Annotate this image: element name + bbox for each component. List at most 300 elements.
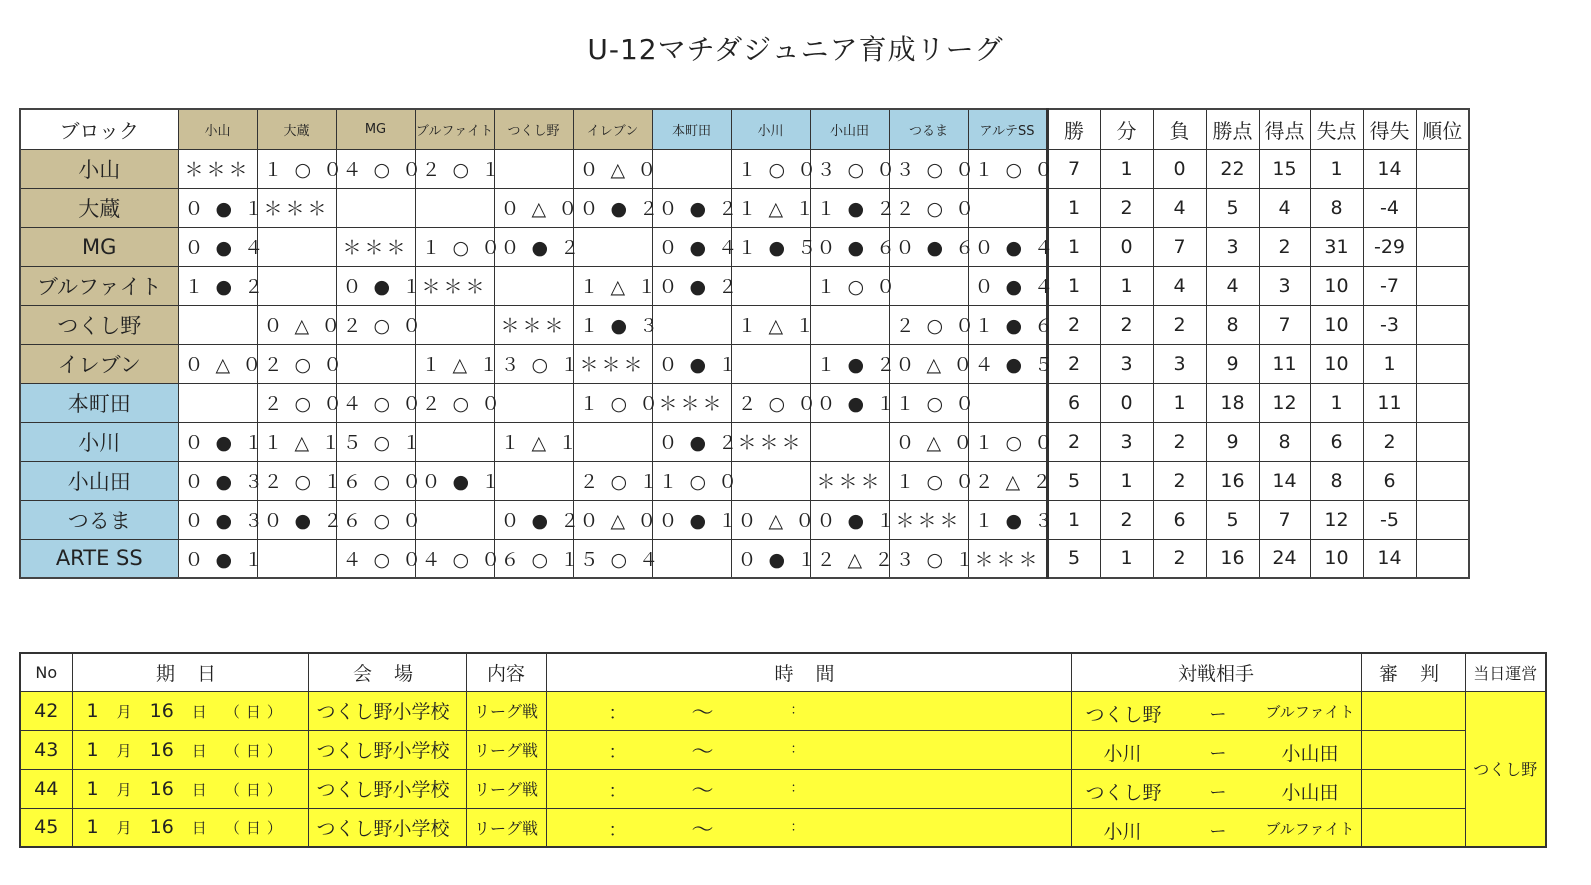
match-result-cell: ０ ● ４ (968, 227, 1047, 266)
stat-cell: 1 (1100, 266, 1153, 305)
match-result-cell (731, 266, 810, 305)
time-start: ： (608, 741, 627, 763)
stat-cell: 1 (1153, 383, 1206, 422)
match-result-cell: ＊＊＊ (336, 227, 415, 266)
stat-cell: 9 (1206, 344, 1259, 383)
match-result-cell: ０ △ ０ (573, 500, 652, 539)
date-month: 1 (86, 816, 99, 839)
match-result-cell: ０ △ ０ (178, 344, 257, 383)
stat-cell: 31 (1310, 227, 1363, 266)
match-result-cell: ０ ● ３ (178, 461, 257, 500)
date-day-unit: 日 (191, 780, 207, 799)
opponent-header: 対戦相手 (1071, 653, 1361, 691)
stat-col-header: 失点 (1310, 109, 1363, 149)
stat-col-header: 順位 (1416, 109, 1469, 149)
league-row (20, 383, 1469, 422)
stat-cell (1416, 188, 1469, 227)
match-venue: つくし野小学校 (308, 808, 466, 847)
stat-col-header: 負 (1153, 109, 1206, 149)
match-result-cell (652, 539, 731, 578)
team-row-header: 大蔵 (20, 188, 178, 227)
schedule-body (20, 691, 1546, 847)
stat-cell: 12 (1310, 500, 1363, 539)
match-time (546, 730, 1071, 769)
match-result-cell: ２ ○ ０ (257, 344, 336, 383)
stat-cell: 15 (1259, 149, 1310, 188)
stat-cell: -29 (1363, 227, 1416, 266)
stat-cell: 18 (1206, 383, 1259, 422)
page-title: U-12マチダジュニア育成リーグ (587, 33, 1004, 66)
match-result-cell: １ ● ２ (810, 344, 889, 383)
match-result-cell: ＊＊＊ (968, 539, 1047, 578)
match-result-cell: ２ ○ １ (415, 149, 494, 188)
date-weekday: （日） (224, 780, 288, 799)
match-number: 44 (20, 769, 72, 808)
match-venue: つくし野小学校 (308, 730, 466, 769)
match-result-cell: ０ ● ４ (968, 266, 1047, 305)
match-result-cell: １ △ １ (494, 422, 573, 461)
match-result-cell (415, 188, 494, 227)
match-result-cell (415, 500, 494, 539)
date-weekday: （日） (224, 819, 288, 838)
stat-cell: 1 (1047, 500, 1100, 539)
match-result-cell: ０ ● ６ (810, 227, 889, 266)
date-header: 期 日 (72, 653, 308, 691)
match-result-cell: ０ △ ０ (889, 422, 968, 461)
stat-cell: 2 (1047, 422, 1100, 461)
stat-col-header: 勝点 (1206, 109, 1259, 149)
stat-col-header: 得失 (1363, 109, 1416, 149)
vs-dash: ー (1209, 821, 1227, 842)
stat-cell: 2 (1100, 500, 1153, 539)
match-result-cell (652, 149, 731, 188)
stat-cell: 10 (1310, 344, 1363, 383)
match-result-cell: ２ ○ ０ (257, 383, 336, 422)
stat-cell: 7 (1259, 500, 1310, 539)
stat-cell: 1 (1363, 344, 1416, 383)
match-result-cell (573, 227, 652, 266)
time-tilde: 〜 (691, 700, 714, 726)
schedule-row (20, 769, 1546, 808)
match-result-cell (257, 227, 336, 266)
date-day: 16 (149, 777, 174, 800)
match-result-cell: ２ ○ ０ (889, 188, 968, 227)
referee-cell (1361, 730, 1465, 769)
match-result-cell: ０ ● ２ (257, 500, 336, 539)
match-result-cell: ０ △ ０ (889, 344, 968, 383)
match-result-cell: ４ ● ５ (968, 344, 1047, 383)
team-col-header: 小山 (178, 109, 257, 149)
league-row (20, 227, 1469, 266)
match-result-cell: ０ ● １ (652, 500, 731, 539)
match-result-cell: ０ ● ２ (652, 188, 731, 227)
league-row (20, 422, 1469, 461)
stat-cell: 0 (1100, 383, 1153, 422)
match-result-cell: １ ● ６ (968, 305, 1047, 344)
team-row-header: イレブン (20, 344, 178, 383)
stat-cell: 2 (1100, 305, 1153, 344)
match-result-cell (810, 305, 889, 344)
staff-header: 当日運営 (1465, 653, 1546, 691)
match-time (546, 808, 1071, 847)
stat-cell: 8 (1310, 188, 1363, 227)
stat-cell: 10 (1310, 266, 1363, 305)
match-result-cell: ６ ○ ０ (336, 461, 415, 500)
league-body (20, 149, 1469, 578)
stat-cell: 2 (1153, 422, 1206, 461)
match-result-cell: ＊＊＊ (573, 344, 652, 383)
venue-header: 会 場 (308, 653, 466, 691)
match-result-cell: ０ ● １ (810, 500, 889, 539)
date-month-unit: 月 (116, 780, 132, 799)
stat-cell: 8 (1259, 422, 1310, 461)
match-content: リーグ戦 (466, 769, 546, 808)
match-result-cell (652, 305, 731, 344)
match-result-cell (415, 422, 494, 461)
stat-cell: 0 (1100, 227, 1153, 266)
stat-col-header: 勝 (1047, 109, 1100, 149)
team-col-header: 小山田 (810, 109, 889, 149)
match-result-cell: １ ○ ０ (968, 149, 1047, 188)
match-date (72, 808, 308, 847)
match-result-cell: ３ ○ ０ (889, 149, 968, 188)
stat-cell: 3 (1100, 422, 1153, 461)
stat-cell: 1 (1100, 461, 1153, 500)
stat-cell: 6 (1310, 422, 1363, 461)
match-number: 45 (20, 808, 72, 847)
match-result-cell: ２ ○ ０ (415, 383, 494, 422)
stat-cell: 22 (1206, 149, 1259, 188)
stat-cell: 2 (1100, 188, 1153, 227)
stat-cell: 11 (1259, 344, 1310, 383)
stat-cell: 4 (1153, 266, 1206, 305)
date-weekday: （日） (224, 741, 288, 760)
stat-cell: 1 (1047, 227, 1100, 266)
referee-cell (1361, 769, 1465, 808)
match-result-cell: ４ ○ ０ (415, 539, 494, 578)
team-col-header: つくし野 (494, 109, 573, 149)
referee-cell (1361, 691, 1465, 730)
vs-dash: ー (1209, 743, 1227, 764)
match-result-cell: １ ● ２ (178, 266, 257, 305)
stat-cell: 3 (1100, 344, 1153, 383)
stat-cell: 8 (1310, 461, 1363, 500)
date-month: 1 (86, 777, 99, 800)
match-result-cell: ０ △ ０ (257, 305, 336, 344)
league-row (20, 305, 1469, 344)
time-end: ： (790, 780, 804, 796)
stat-cell: 4 (1206, 266, 1259, 305)
league-row (20, 461, 1469, 500)
match-number: 43 (20, 730, 72, 769)
stat-cell: 7 (1259, 305, 1310, 344)
time-start: ： (608, 780, 627, 802)
match-result-cell: ４ ○ ０ (336, 539, 415, 578)
away-team: ブルファイト (1265, 819, 1355, 838)
schedule-table (19, 652, 1547, 848)
date-month-unit: 月 (116, 819, 132, 838)
stat-cell: 5 (1206, 188, 1259, 227)
stat-cell: 9 (1206, 422, 1259, 461)
stat-cell: 14 (1363, 149, 1416, 188)
match-result-cell: ＊＊＊ (810, 461, 889, 500)
match-result-cell: ０ △ ０ (573, 149, 652, 188)
stat-cell: 6 (1153, 500, 1206, 539)
stat-cell: 1 (1047, 188, 1100, 227)
time-header: 時 間 (546, 653, 1071, 691)
stat-cell: 3 (1259, 266, 1310, 305)
stat-cell: 5 (1047, 539, 1100, 578)
league-row (20, 539, 1469, 578)
team-row-header: 小山田 (20, 461, 178, 500)
league-row (20, 500, 1469, 539)
team-row-header: MG (20, 227, 178, 266)
home-team: 小川 (1103, 820, 1142, 843)
match-result-cell: ０ ● ４ (652, 227, 731, 266)
team-col-header: 大蔵 (257, 109, 336, 149)
match-result-cell: １ ○ ０ (573, 383, 652, 422)
match-result-cell (178, 305, 257, 344)
team-row-header: 本町田 (20, 383, 178, 422)
match-result-cell: １ ○ ０ (810, 266, 889, 305)
team-row-header: ARTE SS (20, 539, 178, 578)
team-row-header: つるま (20, 500, 178, 539)
match-result-cell (494, 383, 573, 422)
team-row-header: つくし野 (20, 305, 178, 344)
match-result-cell: １ △ １ (257, 422, 336, 461)
stat-cell: 2 (1047, 344, 1100, 383)
match-content: リーグ戦 (466, 691, 546, 730)
date-day-unit: 日 (191, 702, 207, 721)
match-result-cell: ＊＊＊ (178, 149, 257, 188)
team-col-header: イレブン (573, 109, 652, 149)
stat-cell: 4 (1153, 188, 1206, 227)
match-result-cell: １ ● ５ (731, 227, 810, 266)
referee-header: 審 判 (1361, 653, 1465, 691)
match-result-cell (573, 422, 652, 461)
date-weekday: （日） (224, 702, 288, 721)
match-result-cell: １ ○ ０ (415, 227, 494, 266)
match-opponents (1071, 769, 1361, 808)
team-col-header: 本町田 (652, 109, 731, 149)
team-col-header: アルテSS (968, 109, 1047, 149)
match-result-cell: １ ○ ０ (889, 383, 968, 422)
match-result-cell: ４ ○ ０ (336, 383, 415, 422)
match-result-cell: ６ ○ １ (494, 539, 573, 578)
match-result-cell (494, 461, 573, 500)
stat-cell (1416, 149, 1469, 188)
match-result-cell: ５ ○ １ (336, 422, 415, 461)
stat-cell (1416, 461, 1469, 500)
stat-cell: 24 (1259, 539, 1310, 578)
stat-cell (1416, 344, 1469, 383)
match-result-cell: ０ ● ２ (652, 266, 731, 305)
away-team: 小山田 (1281, 742, 1339, 765)
match-date (72, 691, 308, 730)
home-team: 小川 (1103, 742, 1142, 765)
match-result-cell: ３ ○ ０ (810, 149, 889, 188)
content-header: 内容 (466, 653, 546, 691)
match-result-cell: １ ○ ０ (652, 461, 731, 500)
stat-cell: 1 (1047, 266, 1100, 305)
match-result-cell (731, 344, 810, 383)
match-result-cell: １ ○ ０ (257, 149, 336, 188)
stat-col-header: 得点 (1259, 109, 1310, 149)
match-result-cell: ２ ○ １ (257, 461, 336, 500)
stat-cell: 1 (1310, 383, 1363, 422)
stat-col-header: 分 (1100, 109, 1153, 149)
stat-cell: 16 (1206, 539, 1259, 578)
match-result-cell (810, 422, 889, 461)
match-result-cell: ２ △ ２ (810, 539, 889, 578)
stat-cell: -4 (1363, 188, 1416, 227)
match-result-cell: １ ● ３ (573, 305, 652, 344)
stat-cell: 5 (1047, 461, 1100, 500)
date-month: 1 (86, 738, 99, 761)
date-day: 16 (149, 816, 174, 839)
match-venue: つくし野小学校 (308, 691, 466, 730)
match-result-cell (257, 266, 336, 305)
stat-cell: 14 (1363, 539, 1416, 578)
league-row (20, 344, 1469, 383)
stat-cell: -7 (1363, 266, 1416, 305)
stat-cell: 12 (1259, 383, 1310, 422)
league-table (19, 108, 1470, 579)
stat-cell (1416, 227, 1469, 266)
match-result-cell: ０ △ ０ (494, 188, 573, 227)
stat-cell: 5 (1206, 500, 1259, 539)
match-date (72, 730, 308, 769)
schedule-row (20, 691, 1546, 730)
stat-cell (1416, 539, 1469, 578)
stat-cell: 8 (1206, 305, 1259, 344)
home-team: つくし野 (1085, 703, 1162, 726)
match-result-cell: １ △ １ (415, 344, 494, 383)
match-opponents (1071, 691, 1361, 730)
match-result-cell: ０ ● １ (415, 461, 494, 500)
match-result-cell (178, 383, 257, 422)
match-result-cell (968, 188, 1047, 227)
match-result-cell: ０ ● ２ (652, 422, 731, 461)
schedule-row (20, 730, 1546, 769)
match-result-cell (336, 188, 415, 227)
match-result-cell: ０ ● ６ (889, 227, 968, 266)
match-venue: つくし野小学校 (308, 769, 466, 808)
match-result-cell: ０ ● ２ (494, 500, 573, 539)
stat-cell: 4 (1259, 188, 1310, 227)
stat-cell (1416, 500, 1469, 539)
league-row (20, 188, 1469, 227)
date-day-unit: 日 (191, 741, 207, 760)
match-result-cell: ０ ● １ (731, 539, 810, 578)
match-result-cell (889, 266, 968, 305)
match-result-cell (968, 383, 1047, 422)
stat-cell: 7 (1153, 227, 1206, 266)
stat-cell: 3 (1206, 227, 1259, 266)
match-result-cell: ＊＊＊ (257, 188, 336, 227)
team-row-header: 小川 (20, 422, 178, 461)
time-tilde: 〜 (691, 778, 714, 804)
schedule-header-row (20, 653, 1546, 691)
date-day-unit: 日 (191, 819, 207, 838)
vs-dash: ー (1209, 704, 1227, 725)
schedule-row (20, 808, 1546, 847)
team-row-header: 小山 (20, 149, 178, 188)
match-result-cell: ０ ● ３ (178, 500, 257, 539)
date-day: 16 (149, 699, 174, 722)
match-result-cell: ＊＊＊ (889, 500, 968, 539)
match-result-cell: ０ ● ２ (573, 188, 652, 227)
away-team: ブルファイト (1265, 702, 1355, 721)
match-time (546, 769, 1071, 808)
stat-cell: 1 (1100, 149, 1153, 188)
stat-cell: -5 (1363, 500, 1416, 539)
match-result-cell: １ △ １ (731, 188, 810, 227)
match-result-cell: ＊＊＊ (652, 383, 731, 422)
match-result-cell (257, 539, 336, 578)
league-row (20, 149, 1469, 188)
time-start: ： (608, 702, 627, 724)
match-result-cell: １ △ １ (573, 266, 652, 305)
match-opponents (1071, 730, 1361, 769)
team-col-header: MG (336, 109, 415, 149)
match-content: リーグ戦 (466, 730, 546, 769)
match-result-cell: ０ ● １ (178, 539, 257, 578)
stat-cell (1416, 305, 1469, 344)
match-result-cell: １ △ １ (731, 305, 810, 344)
match-time (546, 691, 1071, 730)
time-start: ： (608, 819, 627, 841)
time-end: ： (790, 702, 804, 718)
match-result-cell: １ ● ３ (968, 500, 1047, 539)
away-team: 小山田 (1281, 781, 1339, 804)
match-result-cell: ＊＊＊ (731, 422, 810, 461)
stat-cell: 2 (1363, 422, 1416, 461)
match-result-cell: １ ○ ０ (731, 149, 810, 188)
match-result-cell: ３ ○ １ (494, 344, 573, 383)
stat-cell: 6 (1363, 461, 1416, 500)
stat-cell: 11 (1363, 383, 1416, 422)
match-result-cell: ２ ○ ０ (336, 305, 415, 344)
team-col-header: つるま (889, 109, 968, 149)
stat-cell: 16 (1206, 461, 1259, 500)
match-result-cell: ６ ○ ０ (336, 500, 415, 539)
staff-cell: つくし野 (1465, 691, 1546, 847)
match-result-cell: ３ ○ １ (889, 539, 968, 578)
league-row (20, 266, 1469, 305)
match-result-cell: １ ● ２ (810, 188, 889, 227)
time-end: ： (790, 741, 804, 757)
match-result-cell: １ ○ ０ (889, 461, 968, 500)
match-result-cell: ０ ● ４ (178, 227, 257, 266)
match-result-cell: ２ △ ２ (968, 461, 1047, 500)
date-month-unit: 月 (116, 741, 132, 760)
date-month: 1 (86, 699, 99, 722)
league-header-row (20, 109, 1469, 149)
block-corner-header: ブロック (20, 109, 178, 149)
match-result-cell: ０ ● １ (336, 266, 415, 305)
match-result-cell: ２ ○ １ (573, 461, 652, 500)
match-result-cell: ０ ● １ (178, 188, 257, 227)
match-result-cell (494, 266, 573, 305)
time-tilde: 〜 (691, 739, 714, 765)
stat-cell: -3 (1363, 305, 1416, 344)
match-result-cell: ０ ● １ (810, 383, 889, 422)
match-number: 42 (20, 691, 72, 730)
stat-cell: 2 (1259, 227, 1310, 266)
match-result-cell: ２ ○ ０ (889, 305, 968, 344)
stat-cell: 7 (1047, 149, 1100, 188)
